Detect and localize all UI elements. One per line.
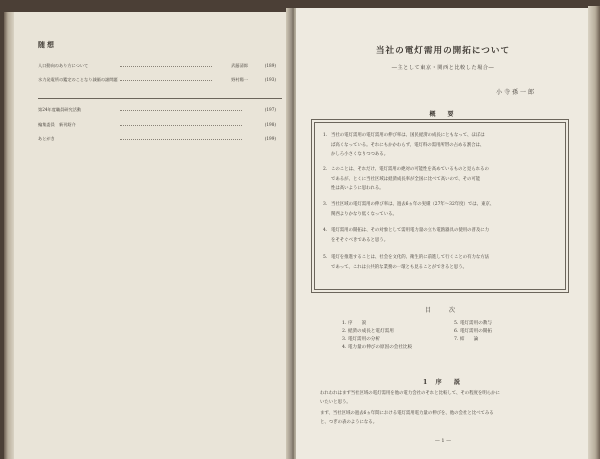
book-edge-left xyxy=(4,12,14,459)
book-edge-right xyxy=(588,6,600,459)
summary-line: 電灯を推進することは、社会を文化的、衛生的に前進して行くことの有力な方法 xyxy=(331,255,490,260)
leader-dots xyxy=(120,110,242,111)
summary-line: 性は高いように思われる。 xyxy=(331,186,384,191)
page-number: — 1 — xyxy=(434,438,452,444)
article-title: 当社の電灯需用の開拓について xyxy=(375,46,511,56)
summary-box xyxy=(314,122,566,290)
contents-list-left xyxy=(342,320,412,352)
left-page-heading: 随想 xyxy=(38,40,56,49)
toc-entry-title: 水力発電所の鑑定のことなり減価の諸問題 xyxy=(38,77,118,82)
body-line: われわれはまず当社区域の電灯需用を他の電力会社のそれと比較して、その程度を明らかに xyxy=(320,391,500,396)
summary-line: ば高くなっている。それにもかかわらず、電灯料の需用所帯の占める割合は、 xyxy=(331,142,485,148)
leader-dots xyxy=(120,66,212,67)
toc-entry-page: (193) xyxy=(264,77,276,82)
toc-entry xyxy=(38,121,282,129)
summary-item xyxy=(323,200,559,219)
summary-item-number: 3. xyxy=(323,202,328,207)
toc-entry-page: (197) xyxy=(264,107,276,112)
contents-item: 4. 電力量の伸びの原因の会社比較 xyxy=(342,345,413,350)
summary-heading: 概 要 xyxy=(429,111,457,118)
summary-line: 電灯需用の開拓は、その対象として需用電力量の立ち電熱器具の使用の普及に力 xyxy=(331,228,490,233)
summary-item xyxy=(323,226,559,245)
leader-dots xyxy=(120,80,212,81)
contents-item: 3. 電灯需用の分析 xyxy=(342,337,381,342)
summary-line: このことは、それだけ、電灯需用の絶対の可能性を高めているものと見られるの xyxy=(331,167,489,172)
toc-entry xyxy=(38,62,282,70)
section-heading: 1 序 説 xyxy=(422,379,464,386)
summary-line: かしろ小さくなりつつある。 xyxy=(331,152,389,157)
contents-item: 2. 経済の成長と電灯需用 xyxy=(342,329,394,334)
toc-entry-title: 編集委員 新刊紹介 xyxy=(38,122,76,127)
divider xyxy=(38,98,282,99)
toc-entry-page: (198) xyxy=(264,122,276,127)
summary-item-number: 4. xyxy=(323,228,328,233)
toc-entry-title: 人口動向のあり方について xyxy=(38,63,89,68)
summary-item xyxy=(323,253,559,272)
contents-heading: 目 次 xyxy=(424,307,461,314)
right-page xyxy=(296,8,590,459)
leader-dots xyxy=(120,139,242,140)
summary-line: 当社区域の電灯需用の伸び率は、過去6ヵ年の実績（27年～32年度）では、東京、 xyxy=(331,202,495,207)
summary-item-number: 1. xyxy=(323,133,328,138)
toc-entry xyxy=(38,135,282,143)
toc-entry-title: 第24年度職員研究活動 xyxy=(38,107,82,112)
summary-item xyxy=(323,131,559,160)
article-author: 小寺孫一郎 xyxy=(496,89,537,96)
toc-entry-author: 野村陽一 xyxy=(231,77,248,82)
summary-line: 関西よりかなり低くなっている。 xyxy=(331,211,397,217)
toc-entry-title: あとがき xyxy=(38,136,55,141)
toc-entry-page: (189) xyxy=(264,63,276,68)
contents-item: 7. 結 論 xyxy=(454,337,479,342)
toc-entry xyxy=(38,76,282,84)
body-line: と、つぎの表のようになる。 xyxy=(320,420,378,425)
summary-line: 当社の電灯需用の電灯需用の伸び率は、国民経済の成長にともなって、ほぼは xyxy=(331,133,485,138)
article-subtitle: ―主として東京・関西と比較した場合― xyxy=(391,65,495,71)
summary-item xyxy=(323,165,559,194)
contents-item: 6. 電灯需用の開拓 xyxy=(454,329,493,334)
summary-line: をそそぐべきであると思う。 xyxy=(331,237,389,243)
contents-item: 5. 電灯需用の教与 xyxy=(454,321,493,326)
contents-item: 1. 序 説 xyxy=(342,321,367,326)
leader-dots xyxy=(120,125,242,126)
toc-entry-author: 武藤清郎 xyxy=(231,63,248,68)
toc-entry xyxy=(38,106,282,114)
toc-entry-page: (199) xyxy=(264,136,276,141)
contents-list-right xyxy=(454,320,492,344)
summary-item-number: 5. xyxy=(323,255,328,260)
body-line: まず、当社区域の過去6ヵ年間における電灯需用電力量の伸びを、他の会社と比べてみる xyxy=(320,411,494,416)
summary-line: であって、これは公共的な業務の一環とも見ることができると思う。 xyxy=(331,264,467,270)
summary-line: であるが、とくに当社区域は経済成長率が全国に比べて高いので、その可能 xyxy=(331,176,481,182)
left-page xyxy=(14,12,292,459)
body-line: いたいと思う。 xyxy=(320,400,351,405)
summary-item-number: 2. xyxy=(323,167,328,172)
